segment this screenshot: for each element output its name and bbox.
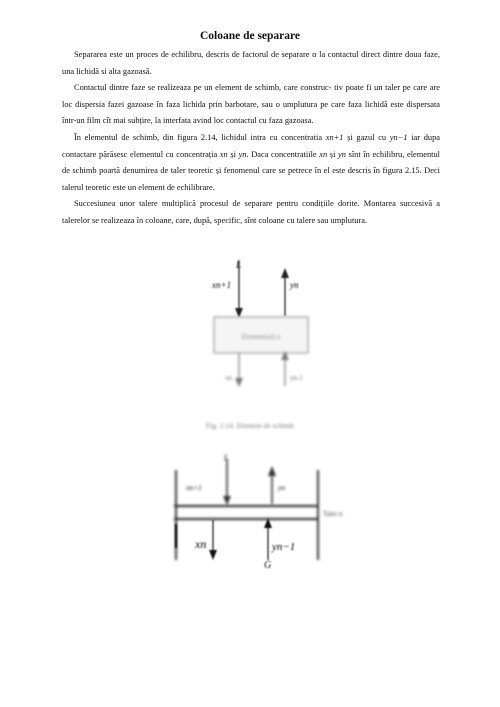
math-y-n: yn	[238, 149, 247, 159]
figure-caption: Fig. 2.14. Element de schimb	[205, 421, 295, 430]
label-L: L	[224, 453, 229, 462]
math-x-n: xn	[319, 149, 328, 159]
label-x-n-plus-1: xn+1	[212, 280, 232, 290]
text-run: iar dupa contactare părăsesc elementul cu concentrația	[62, 132, 440, 159]
text-run: și	[327, 149, 339, 159]
label-G: G	[264, 560, 272, 571]
label-x-n-plus-1: xn+1	[186, 483, 202, 492]
text-run: În elementul de schimb, din figura 2.14, lichidul intra cu concentratia	[74, 132, 326, 142]
math-y-n-minus-1: yn−1	[389, 132, 408, 142]
math-x-n-plus-1: xn+1	[325, 132, 344, 142]
text-run: sînt în echilibru, elementul de schimb poartă denumirea de taler teoretic și fenomenul care se petrece în el este descris în figura 2.15. Deci talerul teoretic este un element de echilibrare.	[62, 149, 440, 192]
label-L: L	[236, 260, 242, 270]
paragraph-1: Separarea este un proces de echilibru, descris de factorul de separare α la contactul direct dintre doua faze, una lichidă si alta gazoasă.	[62, 50, 440, 76]
label-y-n-minus-1: yn-1	[290, 374, 303, 382]
label-y-n-minus-1: yn−1	[272, 541, 296, 553]
label-x-n: xn	[195, 537, 207, 551]
text-run: . Daca concentratiile	[246, 149, 320, 159]
math-y-n: yn	[338, 149, 346, 159]
paragraph-4: Succesiunea unor talere multiplică procesul de separare pentru condițiile dorite. Montarea succesivă a talerelor se realizeaza în coloane, care, după, specific, sînt coloane cu talere sau umplutura.	[62, 199, 440, 225]
text-run: și	[227, 149, 239, 159]
text-run: și gazul cu	[343, 132, 390, 142]
element-box-label: Element(ul) n	[241, 333, 281, 341]
label-taler: Taler n	[323, 510, 343, 518]
paragraph-2: Contactul dintre faze se realizeaza pe un element de schimb, care construc- tiv poate fi un taler pe care are loc dispersia fazei gazoase în faza lichida prin barbotare, sau o umplutura pe care faza lichidă este dispersata într-un film cît mai subțire, la interfata avind loc contactul cu faza gazoasa.	[62, 83, 440, 126]
label-y-n: yn	[290, 280, 299, 290]
page-title: Coloane de separare	[199, 30, 301, 42]
label-y-n: yn	[278, 483, 286, 492]
math-x-n: xn	[219, 149, 228, 159]
label-x-n: xn	[225, 374, 232, 382]
